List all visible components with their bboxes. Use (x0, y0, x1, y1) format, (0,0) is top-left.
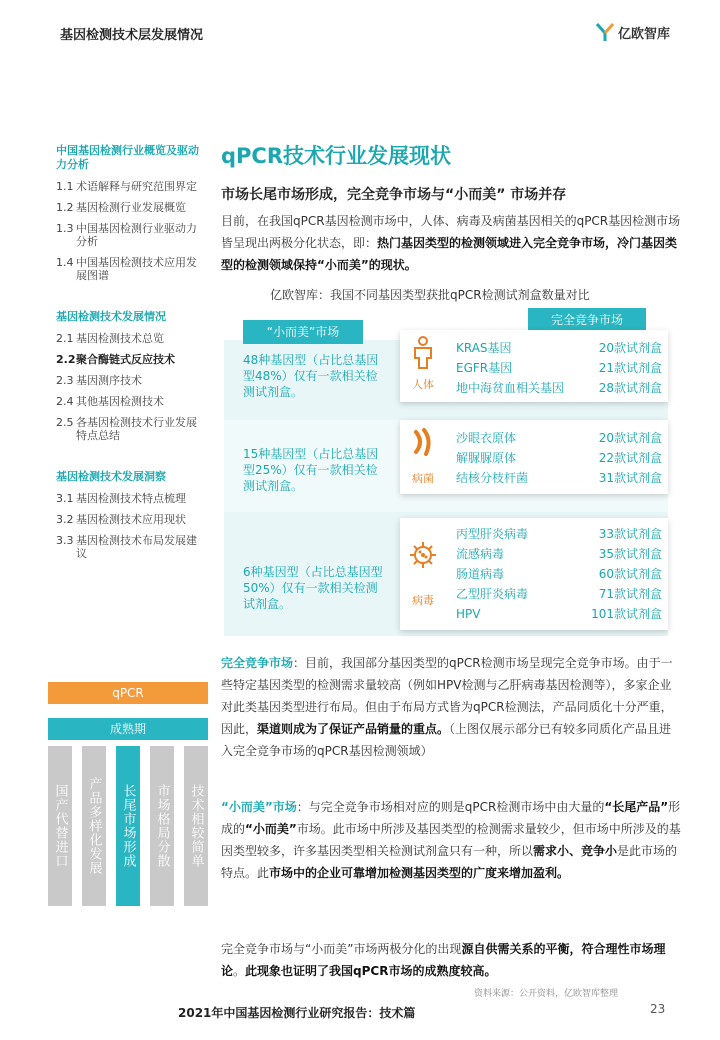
page-title: qPCR技术行业发展现状 (221, 144, 452, 168)
row-count: 21款试剂盒 (598, 361, 662, 375)
item-num: 1.1 (56, 180, 74, 193)
p2-bold: 市场中的企业可靠增加检测基因类型的广度来增加盈利。 (269, 866, 570, 880)
item-label: 聚合酶链式反应技术 (76, 353, 175, 366)
sidebar-item-2-5[interactable] (56, 416, 206, 442)
row-name: 地中海贫血相关基因 (456, 381, 565, 395)
row-count: 31款试剂盒 (598, 471, 662, 485)
p1-bold: 渠道则成为了保证产品销量的重点。 (257, 722, 450, 736)
item-label: 基因检测技术总览 (76, 332, 164, 345)
p2-text: 市场。此市场中所涉及基因类型的检测需求量较少，但市场中所涉及的基因类型较多，许多基因类型相关检测试剂盒只有一种，所以 (221, 822, 681, 858)
item-num: 3.3 (56, 534, 74, 547)
sidebar-item-1-3[interactable] (56, 222, 206, 248)
sidebar-item-3-3[interactable] (56, 534, 206, 560)
row-name: KRAS基因 (456, 341, 512, 355)
person-icon (408, 336, 438, 374)
table-row (456, 524, 662, 544)
human-label: 人体 (412, 378, 434, 391)
virus-icon (408, 540, 438, 574)
row-name: 肠道病毒 (456, 567, 505, 581)
item-label: 基因检测技术应用现状 (76, 513, 186, 526)
intro-paragraph (221, 210, 681, 276)
sidebar-section-2 (56, 310, 206, 442)
bacteria-icon (408, 426, 438, 462)
stage-column: 技术相较简单 (184, 746, 208, 906)
p2-bold: “长尾产品” (604, 800, 669, 814)
row-name: 乙型肝炎病毒 (456, 587, 529, 601)
p1-text: ：目前，我国部分基因类型的qPCR检测市场呈现完全竞争市场。由于一些特定基因类型的检测需求量较高（例如HPV检测与乙肝病毒基因检测等），多家企业对此类基因类型进行布局。但由于布局方式皆为qPCR检测法，产品同质化十分严重，因此， (221, 656, 673, 736)
logo (596, 22, 670, 42)
row-name: HPV (456, 607, 481, 621)
logo-text: 亿欧智库 (618, 26, 671, 42)
stage-column: 产品多样化发展 (82, 746, 106, 906)
p3-bold: 此现象也证明了我国qPCR市场的成熟度较高。 (245, 964, 497, 978)
item-num: 2.4 (56, 395, 74, 408)
stage-tech-label: qPCR (48, 682, 208, 704)
source-note: 资料来源：公开资料，亿欧智库整理 (474, 989, 619, 999)
item-num: 2.3 (56, 374, 74, 387)
sidebar-section-3 (56, 470, 206, 560)
p2-text: 是此市场的特点。此 (221, 844, 678, 880)
virus-note: 6种基因型（占比总基因型50%）仅有一款相关检测试剂盒。 (243, 565, 383, 611)
p1-note: （上图仅展示部分已有较多同质化产品且进入完全竞争市场的qPCR基因检测领域） (221, 722, 672, 758)
item-label: 基因检测行业发展概览 (76, 201, 186, 214)
item-num: 2.5 (56, 416, 74, 429)
table-row (456, 338, 662, 358)
sidebar-section-title: 中国基因检测行业概览及驱动力分析 (56, 144, 199, 171)
sidebar-item-2-2[interactable] (56, 353, 206, 366)
item-label: 各基因检测技术行业发展特点总结 (76, 416, 197, 442)
item-num: 1.4 (56, 256, 74, 269)
sidebar-section-title: 基因检测技术发展情况 (56, 310, 166, 323)
item-num: 1.3 (56, 222, 74, 235)
p2-text: 形成的 (221, 800, 681, 836)
item-label: 中国基因检测技术应用发展图谱 (76, 256, 197, 282)
row-name: 结核分枝杆菌 (456, 471, 529, 485)
sidebar-item-2-1[interactable] (56, 332, 206, 345)
sidebar-item-1-4[interactable] (56, 256, 206, 282)
row-count: 20款试剂盒 (598, 341, 662, 355)
logo-icon (596, 22, 614, 42)
sidebar-item-3-1[interactable] (56, 492, 206, 505)
virus-label: 病毒 (412, 594, 434, 607)
stage-column-active: 长尾市场形成 (116, 746, 140, 906)
page-subtitle: 市场长尾市场形成，完全竞争市场与“小而美” 市场并存 (221, 187, 567, 203)
row-name: 解脲脲原体 (456, 451, 517, 465)
full-competition-tag: 完全竞争市场 (528, 308, 646, 332)
competition-label: 完全竞争市场 (221, 656, 294, 670)
sidebar-item-2-4[interactable] (56, 395, 206, 408)
stage-column: 国产代替进口 (48, 746, 72, 906)
item-num: 2.1 (56, 332, 74, 345)
sidebar-section-1 (56, 144, 206, 282)
bacteria-card (400, 420, 668, 494)
small-market-paragraph (221, 796, 681, 884)
row-count: 101款试剂盒 (591, 607, 662, 621)
item-num: 3.2 (56, 513, 74, 526)
table-row (456, 604, 662, 624)
p3-bold: 源自供需关系的平衡，符合理性市场理论 (221, 942, 666, 978)
intro-text: 目前，在我国qPCR基因检测市场中，人体、病毒及病菌基因相关的qPCR基因检测市场皆呈现出两极分化状态，即： (221, 214, 681, 250)
item-label: 基因检测技术特点梳理 (76, 492, 186, 505)
item-num: 3.1 (56, 492, 74, 505)
row-count: 35款试剂盒 (598, 547, 662, 561)
human-note: 48种基因型（占比总基因型48%）仅有一款相关检测试剂盒。 (243, 353, 379, 399)
row-count: 33款试剂盒 (598, 527, 662, 541)
footer-title: 2021年中国基因检测行业研究报告：技术篇 (178, 1006, 416, 1020)
sidebar-item-1-1[interactable] (56, 180, 206, 193)
row-count: 28款试剂盒 (598, 381, 662, 395)
bacteria-label: 病菌 (412, 472, 434, 485)
human-card (400, 330, 668, 402)
competition-paragraph (221, 652, 681, 762)
stage-phase-label: 成熟期 (48, 718, 208, 740)
p2-text: ：与完全竞争市场相对应的则是qPCR检测市场中由大量的 (296, 800, 605, 814)
item-num: 2.2 (56, 353, 76, 366)
item-num: 1.2 (56, 201, 74, 214)
table-row (456, 564, 662, 584)
row-count: 60款试剂盒 (598, 567, 662, 581)
stage-columns (48, 746, 208, 906)
p2-bold: 需求小、竞争小 (533, 844, 618, 858)
sidebar-item-2-3[interactable] (56, 374, 206, 387)
table-row (456, 468, 662, 488)
sidebar-nav (56, 144, 206, 560)
table-row (456, 544, 662, 564)
item-label: 基因检测技术布局发展建议 (76, 534, 197, 560)
bacteria-note: 15种基因型（占比总基因型25%）仅有一款相关检测试剂盒。 (243, 447, 379, 493)
item-label: 术语解释与研究范围界定 (76, 180, 197, 193)
item-label: 中国基因检测行业驱动力分析 (76, 222, 197, 248)
p3-text: 。 (233, 964, 246, 978)
table-row (456, 378, 662, 398)
row-count: 22款试剂盒 (598, 451, 662, 465)
row-count: 71款试剂盒 (598, 587, 662, 601)
stage-column: 市场格局分散 (150, 746, 174, 906)
table-row (456, 358, 662, 378)
table-row (456, 448, 662, 468)
header-title: 基因检测技术层发展情况 (60, 28, 204, 43)
row-name: 流感病毒 (456, 547, 505, 561)
small-market-label: “小而美”市场 (221, 800, 297, 814)
row-name: 沙眼衣原体 (456, 431, 517, 445)
row-name: EGFR基因 (456, 361, 513, 375)
item-label: 基因测序技术 (76, 374, 142, 387)
row-count: 20款试剂盒 (598, 431, 662, 445)
item-label: 其他基因检测技术 (76, 395, 164, 408)
virus-card (400, 518, 668, 630)
sidebar-section-title: 基因检测技术发展洞察 (56, 470, 166, 483)
intro-bold: 热门基因类型的检测领域进入完全竞争市场，冷门基因类型的检测领域保持“小而美”的现状。 (221, 236, 678, 272)
small-beautiful-tag: “小而美”市场 (243, 320, 363, 344)
table-row (456, 428, 662, 448)
row-name: 丙型肝炎病毒 (456, 527, 529, 541)
page-number: 23 (650, 1002, 666, 1016)
table-row (456, 584, 662, 604)
p3-text: 完全竞争市场与“小而美”市场两极分化的出现 (221, 942, 462, 956)
sidebar-item-1-2[interactable] (56, 201, 206, 214)
sidebar-item-3-2[interactable] (56, 513, 206, 526)
conclusion-paragraph (221, 938, 681, 982)
p2-bold: “小而美” (245, 822, 297, 836)
chart-caption: 亿欧智库：我国不同基因类型获批qPCR检测试剂盒数量对比 (270, 288, 590, 302)
